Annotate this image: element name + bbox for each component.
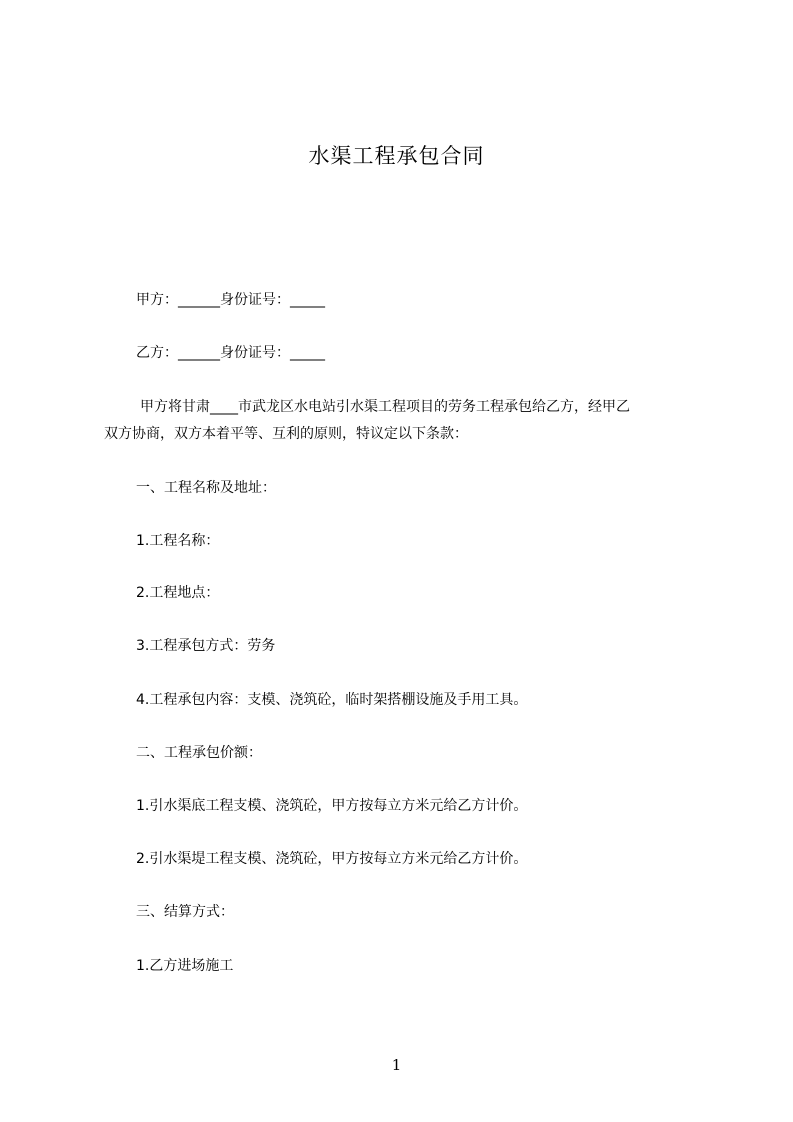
- section-3-item-1: 1.乙方进场施工: [136, 958, 234, 974]
- document-title: 水渠工程承包合同: [308, 144, 485, 168]
- intro-line-1: 甲方将甘肃____市武龙区水电站引水渠工程项目的劳务工程承包给乙方，经甲乙: [140, 399, 630, 415]
- party-b-line: 乙方：______身份证号：_____: [136, 345, 325, 361]
- section-1-item-2: 2.工程地点：: [136, 585, 220, 601]
- section-2-item-2: 2.引水渠堤工程支模、浇筑砼，甲方按每立方米元给乙方计价。: [136, 851, 528, 867]
- section-2-heading: 二、工程承包价额：: [136, 745, 262, 761]
- section-3-heading: 三、结算方式：: [136, 904, 234, 920]
- intro-line-2: 双方协商，双方本着平等、互利的原则，特议定以下条款：: [104, 426, 468, 442]
- intro-paragraph: [104, 394, 704, 448]
- section-1-item-4: 4.工程承包内容：支模、浇筑砼，临时架搭棚设施及手用工具。: [136, 692, 528, 708]
- party-a-line: 甲方：______身份证号：_____: [136, 292, 325, 308]
- section-2-item-1: 1.引水渠底工程支模、浇筑砼，甲方按每立方米元给乙方计价。: [136, 798, 528, 814]
- section-1-item-3: 3.工程承包方式：劳务: [136, 638, 276, 654]
- section-1-heading: 一、工程名称及地址：: [136, 480, 276, 496]
- page-number: 1: [391, 1056, 402, 1074]
- section-1-item-1: 1.工程名称：: [136, 533, 220, 549]
